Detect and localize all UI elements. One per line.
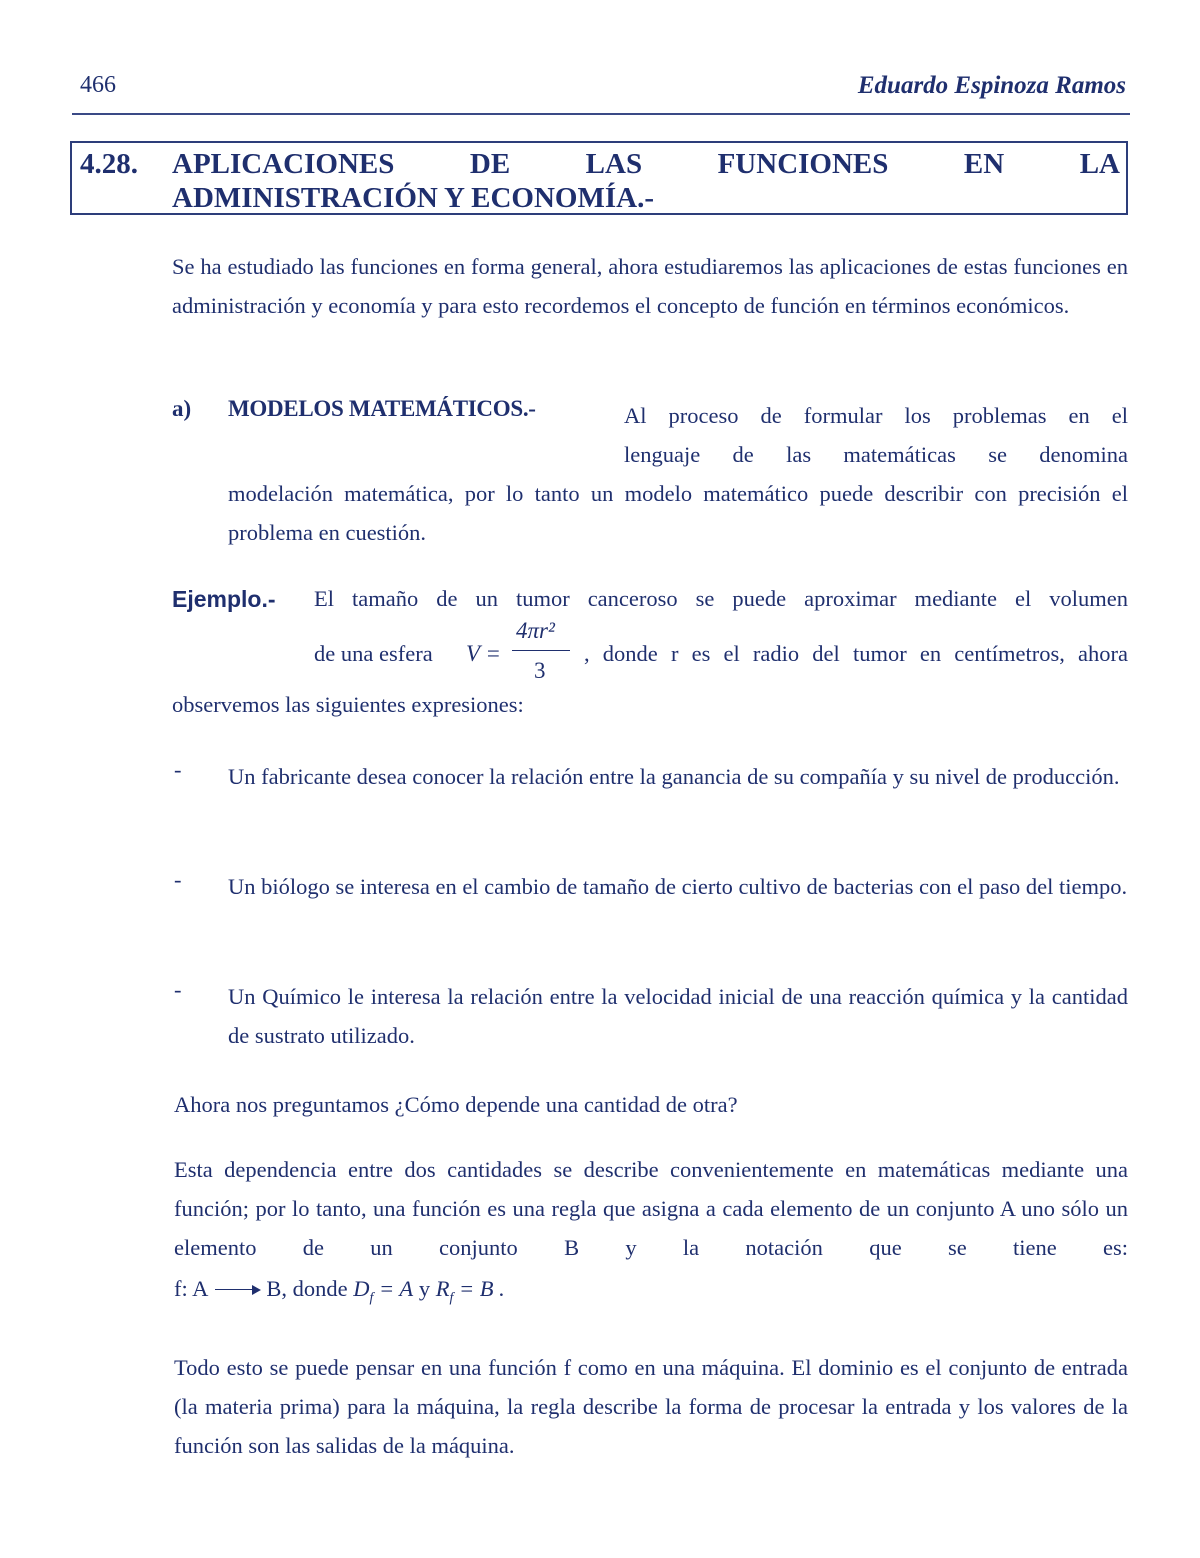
fraction-bar bbox=[512, 650, 570, 651]
subsection-title: MODELOS MATEMÁTICOS.- bbox=[228, 396, 536, 421]
running-header-author: Eduardo Espinoza Ramos bbox=[857, 72, 1126, 99]
dependence-paragraph: Esta dependencia entre dos cantidades se describe convenientemente en matemáticas mediante una función; por lo tanto, una función es una regla que asigna a cada elemento de un conjunto A uno sólo un elemento de un conjunto B y la notación que se tiene es: bbox=[174, 1157, 1128, 1260]
conjunction: y bbox=[418, 1276, 431, 1301]
section-title-word: DE bbox=[469, 148, 511, 180]
formula-denominator: 3 bbox=[534, 658, 546, 683]
section-title-word: LAS bbox=[585, 148, 643, 180]
section-title-line1 bbox=[172, 147, 1120, 181]
formula-numerator: 4πr² bbox=[516, 618, 555, 643]
section-title-word: EN bbox=[963, 148, 1005, 180]
section-title-word: APLICACIONES bbox=[172, 148, 395, 180]
domain-symbol: D bbox=[353, 1276, 370, 1301]
subsection-label: a) bbox=[172, 396, 192, 421]
header-rule bbox=[72, 113, 1130, 115]
bullet-dash: - bbox=[174, 757, 182, 782]
subsection-continuation: modelación matemática, por lo tanto un modelo matemático puede describir con precisión el problema en cuestión. bbox=[228, 481, 1128, 545]
range-equals: = B . bbox=[458, 1276, 505, 1301]
section-number: 4.28. bbox=[80, 148, 138, 180]
domain-subscript: f bbox=[369, 1290, 374, 1306]
notation-start: f: A bbox=[174, 1276, 208, 1301]
section-heading-box bbox=[70, 141, 1128, 215]
section-title-line2: ADMINISTRACIÓN Y ECONOMÍA.- bbox=[172, 182, 654, 214]
function-notation bbox=[174, 1276, 505, 1307]
intro-paragraph: Se ha estudiado las funciones en forma general, ahora estudiaremos las aplicaciones de estas funciones en administración y economía y para esto recordemos el concepto de función en términos económicos. bbox=[172, 254, 1128, 318]
bullet-item: Un Químico le interesa la relación entre la velocidad inicial de una reacción química y la cantidad de sustrato utilizado. bbox=[228, 984, 1128, 1048]
question-line: Ahora nos preguntamos ¿Cómo depende una cantidad de otra? bbox=[174, 1092, 738, 1117]
subsection-desc-line1: Al proceso de formular los problemas en el bbox=[624, 403, 1128, 428]
page-number: 466 bbox=[80, 72, 116, 98]
range-subscript: f bbox=[449, 1290, 454, 1306]
machine-paragraph: Todo esto se puede pensar en una función f como en una máquina. El dominio es el conjunto de entrada (la materia prima) para la máquina, la regla describe la forma de procesar la entrada y los valores de la función son las salidas de la máquina. bbox=[174, 1355, 1128, 1458]
range-symbol: R bbox=[435, 1276, 450, 1301]
domain-equals: = A bbox=[379, 1276, 414, 1301]
subsection-desc-line2: lenguaje de las matemáticas se denomina bbox=[624, 442, 1128, 467]
formula-lhs: V = bbox=[466, 641, 501, 666]
example-label: Ejemplo.- bbox=[172, 586, 276, 612]
example-line2-end: , donde r es el radio del tumor en centímetros, ahora bbox=[584, 641, 1128, 666]
bullet-dash: - bbox=[174, 977, 182, 1002]
bullet-item: Un fabricante desea conocer la relación entre la ganancia de su compañía y su nivel de producción. bbox=[228, 764, 1120, 789]
example-line2-start: de una esfera bbox=[314, 641, 433, 666]
notation-codomain: B, donde bbox=[266, 1276, 348, 1301]
bullet-dash: - bbox=[174, 867, 182, 892]
example-line3: observemos las siguientes expresiones: bbox=[172, 692, 524, 717]
bullet-item: Un biólogo se interesa en el cambio de tamaño de cierto cultivo de bacterias con el paso del tiempo. bbox=[228, 874, 1128, 899]
right-arrow-icon bbox=[215, 1289, 259, 1290]
example-line1: El tamaño de un tumor canceroso se puede aproximar mediante el volumen bbox=[314, 586, 1128, 611]
section-title-word: FUNCIONES bbox=[717, 148, 889, 180]
section-title-word: LA bbox=[1079, 148, 1120, 180]
